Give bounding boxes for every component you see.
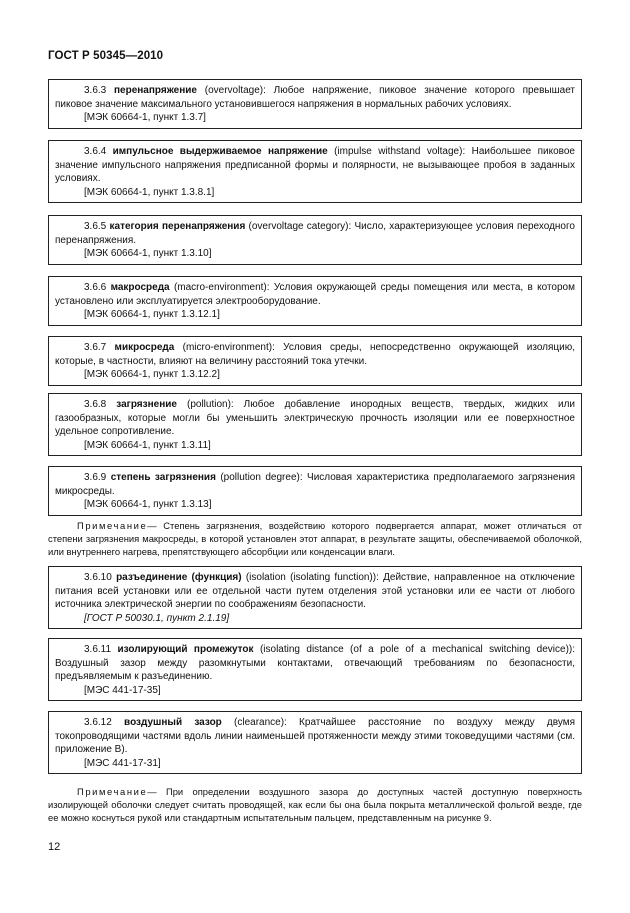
definition-reference: [МЭК 60664-1, пункт 1.3.11] bbox=[84, 439, 211, 451]
definition-reference: [МЭС 441-17-35] bbox=[84, 684, 161, 696]
definition-text: 3.6.4 импульсное выдерживаемое напряжение (impulse withstand voltage): Наибольшее пиковое значение импульсного напряжения предписанной формы и полярности, не вызывающее пробоя в заданных условиях. bbox=[55, 146, 575, 185]
term: разъединение (функция) bbox=[116, 572, 242, 583]
note-text: — При определении воздушного зазора до доступных частей доступную поверхность изолирующей оболочки следует считать проводящей, как если бы она была покрыта металлической фольгой везде, где ее можно коснуться рукой или стандартным испытательным пальцем, представленным на рисунке 9. bbox=[48, 786, 582, 823]
definition-text: 3.6.8 загрязнение (pollution): Любое добавление инородных веществ, твердых, жидких или газообразных, которые могли бы уменьшить электрическую прочность изоляции или ее поверхностное удельное сопротивление. bbox=[55, 399, 576, 438]
definition-entry-3-6-12 bbox=[48, 711, 582, 774]
definition-reference: [МЭК 60664-1, пункт 1.3.10] bbox=[84, 248, 212, 260]
definition-text: 3.6.5 категория перенапряжения (overvoltage category): Число, характеризующее условия переходного перенапряжения. bbox=[55, 221, 575, 246]
definition-reference: [МЭК 60664-1, пункт 1.3.13] bbox=[84, 499, 212, 511]
term: воздушный зазор bbox=[124, 717, 222, 728]
definition-entry-3-6-11 bbox=[48, 638, 582, 701]
page-number: 12 bbox=[48, 841, 61, 853]
definition-entry-3-6-6 bbox=[48, 276, 582, 326]
note-text: — Степень загрязнения, воздействию которого подвергается аппарат, может отличаться от степени загрязнения макросреды, в которой установлен этот аппарат, в результате защиты, обеспечиваемой оболочкой, или внутреннего нагрева, препятствующего абсорбции или конденсации влаги. bbox=[48, 520, 582, 557]
definition-text: 3.6.9 степень загрязнения (pollution degree): Числовая характеристика предполагаемого загрязнения микросреды. bbox=[55, 472, 575, 497]
document-header: ГОСТ Р 50345—2010 bbox=[48, 50, 164, 62]
definition-text: 3.6.12 воздушный зазор (clearance): Кратчайшее расстояние по воздуху между двумя токопроводящими частями вдоль линии наименьшей протяженности между этими токоведущими частями (см. приложение В). bbox=[55, 717, 576, 756]
term: изолирующий промежуток bbox=[117, 644, 254, 655]
definition-entry-3-6-7 bbox=[48, 336, 582, 386]
definition-entry-3-6-10 bbox=[48, 566, 582, 629]
definition-reference: [МЭК 60664-1, пункт 1.3.8.1] bbox=[84, 186, 215, 198]
definition-entry-3-6-9 bbox=[48, 466, 582, 516]
definition-reference: [МЭК 60664-1, пункт 1.3.12.2] bbox=[84, 369, 220, 381]
term: загрязнение bbox=[116, 399, 177, 410]
definition-entry-3-6-4 bbox=[48, 140, 582, 203]
definition-entry-3-6-5 bbox=[48, 215, 582, 265]
definition-text: 3.6.10 разъединение (функция) (isolation (isolating function)): Действие, направленное на отключение питания всей установки или ее отдельной части путем отделения этой установки или ее части от любого источника электрической энергии по соображениям безопасности. bbox=[55, 572, 575, 611]
definition-entry-3-6-8 bbox=[48, 393, 582, 456]
definition-entry-3-6-3 bbox=[48, 79, 582, 129]
definition-reference: [МЭС 441-17-31] bbox=[84, 757, 161, 769]
definition-reference: [ГОСТ Р 50030.1, пункт 2.1.19] bbox=[84, 612, 230, 624]
definition-text: 3.6.3 перенапряжение (overvoltage): Любое напряжение, пиковое значение которого превышает пиковое значение максимального установившегося напряжения в нормальных рабочих условиях. bbox=[55, 85, 575, 110]
term: микросреда bbox=[114, 342, 175, 353]
term: макросреда bbox=[110, 282, 170, 293]
definition-text: 3.6.11 изолирующий промежуток (isolating distance (of a pole of a mechanical switching device)): Воздушный зазор между разомкнутыми контактами, отвечающий требованиям по безопасности, предъявляемым к разъединению. bbox=[55, 644, 576, 683]
term: категория перенапряжения bbox=[109, 221, 246, 232]
definition-reference: [МЭК 60664-1, пункт 1.3.7] bbox=[84, 112, 206, 124]
note-pollution bbox=[48, 520, 582, 558]
note-clearance bbox=[48, 786, 582, 824]
definition-text: 3.6.7 микросреда (micro-environment): Условия среды, непосредственно окружающей изоляцию, которые, в частности, влияют на величину расстояний тока утечки. bbox=[55, 342, 576, 367]
definition-text: 3.6.6 макросреда (macro-environment): Условия окружающей среды помещения или места, в котором установлено или эксплуатируется электрооборудование. bbox=[55, 282, 575, 307]
term: перенапряжение bbox=[114, 85, 197, 96]
definition-reference: [МЭК 60664-1, пункт 1.3.12.1] bbox=[84, 309, 220, 321]
term: импульсное выдерживаемое напряжение bbox=[112, 146, 328, 157]
note-label: Примечание bbox=[77, 520, 148, 531]
term: степень загрязнения bbox=[110, 472, 216, 483]
note-label: Примечание bbox=[77, 786, 148, 797]
